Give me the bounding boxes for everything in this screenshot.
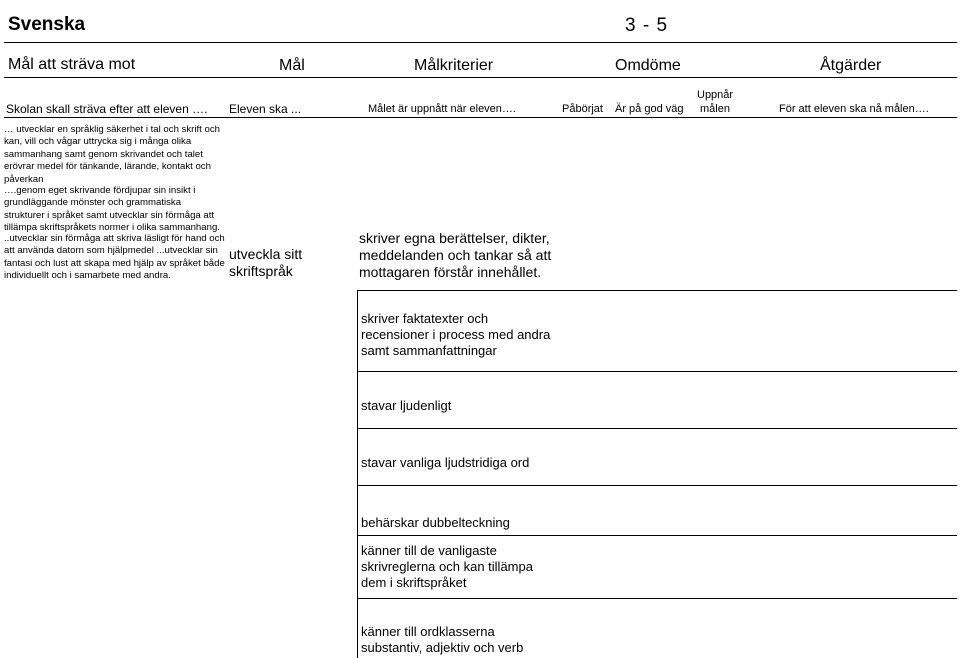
col-mal-header: Mål	[279, 57, 305, 74]
mal-text: utveckla sitt skriftspråk	[229, 246, 303, 279]
criteria-divider	[357, 371, 957, 372]
goals-paragraph-1: … utvecklar en språklig säkerhet i tal och skrift och kan, vill och vågar uttrycka sig i många olika sammanhang samt genom skrivandet och talet erövrar medel för tänkande, lärande, kontakt och påverkan	[4, 124, 220, 185]
goals-paragraph-3: ..utvecklar sin förmåga att skriva läsligt för hand och att använda datorn som hjälpmedel ...utvecklar sin fantasi och lust att skapa med hjälp av språket både individuellt och i samarbete med andra.	[4, 233, 225, 282]
subhead-student: Eleven ska ...	[229, 102, 302, 116]
criteria-item: känner till de vanligaste skrivreglerna och kan tillämpa dem i skriftspråket	[361, 543, 533, 590]
subhead-started: Påbörjat	[562, 103, 603, 115]
col-actions-header: Åtgärder	[820, 57, 882, 74]
subhead-to-reach: För att eleven ska nå målen….	[779, 103, 929, 115]
divider-subheader	[4, 117, 957, 118]
subhead-achieved: Målet är uppnått när eleven….	[368, 103, 516, 115]
criteria-divider	[357, 535, 957, 536]
criteria-item: stavar ljudenligt	[361, 398, 452, 413]
criteria-item: skriver faktatexter och recensioner i process med andra samt sammanfattningar	[361, 311, 551, 358]
criteria-item: stavar vanliga ljudstridiga ord	[361, 455, 530, 470]
subject-title: Svenska	[8, 14, 86, 35]
criteria-divider	[357, 598, 957, 599]
criteria-item: behärskar dubbelteckning	[361, 515, 510, 530]
subhead-reached-1: Uppnår	[697, 89, 734, 101]
divider-top	[4, 42, 957, 43]
subhead-on-way: Är på god väg	[615, 103, 684, 115]
criteria-item: skriver egna berättelser, dikter, meddelanden och tankar så att mottagaren förstår innehållet.	[359, 230, 552, 280]
criteria-divider	[357, 485, 957, 486]
grade-range: 3 - 5	[625, 15, 669, 36]
subhead-school: Skolan skall sträva efter att eleven ….	[6, 102, 208, 116]
goals-paragraph-2: ….genom eget skrivande fördjupar sin insikt i grundläggande mönster och grammatiska strukturer i språket samt utvecklar sin förmåga att tillämpa skriftspråkets normer i olika sammanhang.	[4, 185, 220, 234]
divider-header	[4, 77, 957, 78]
criteria-divider	[357, 290, 957, 291]
col-goals-header: Mål att sträva mot	[8, 56, 136, 73]
criteria-border-left	[357, 290, 358, 658]
col-assessment-header: Omdöme	[615, 57, 681, 74]
subhead-reached-2: målen	[700, 103, 730, 115]
criteria-divider	[357, 428, 957, 429]
col-criteria-header: Målkriterier	[414, 57, 494, 74]
criteria-item: känner till ordklasserna substantiv, adjektiv och verb	[361, 624, 524, 655]
